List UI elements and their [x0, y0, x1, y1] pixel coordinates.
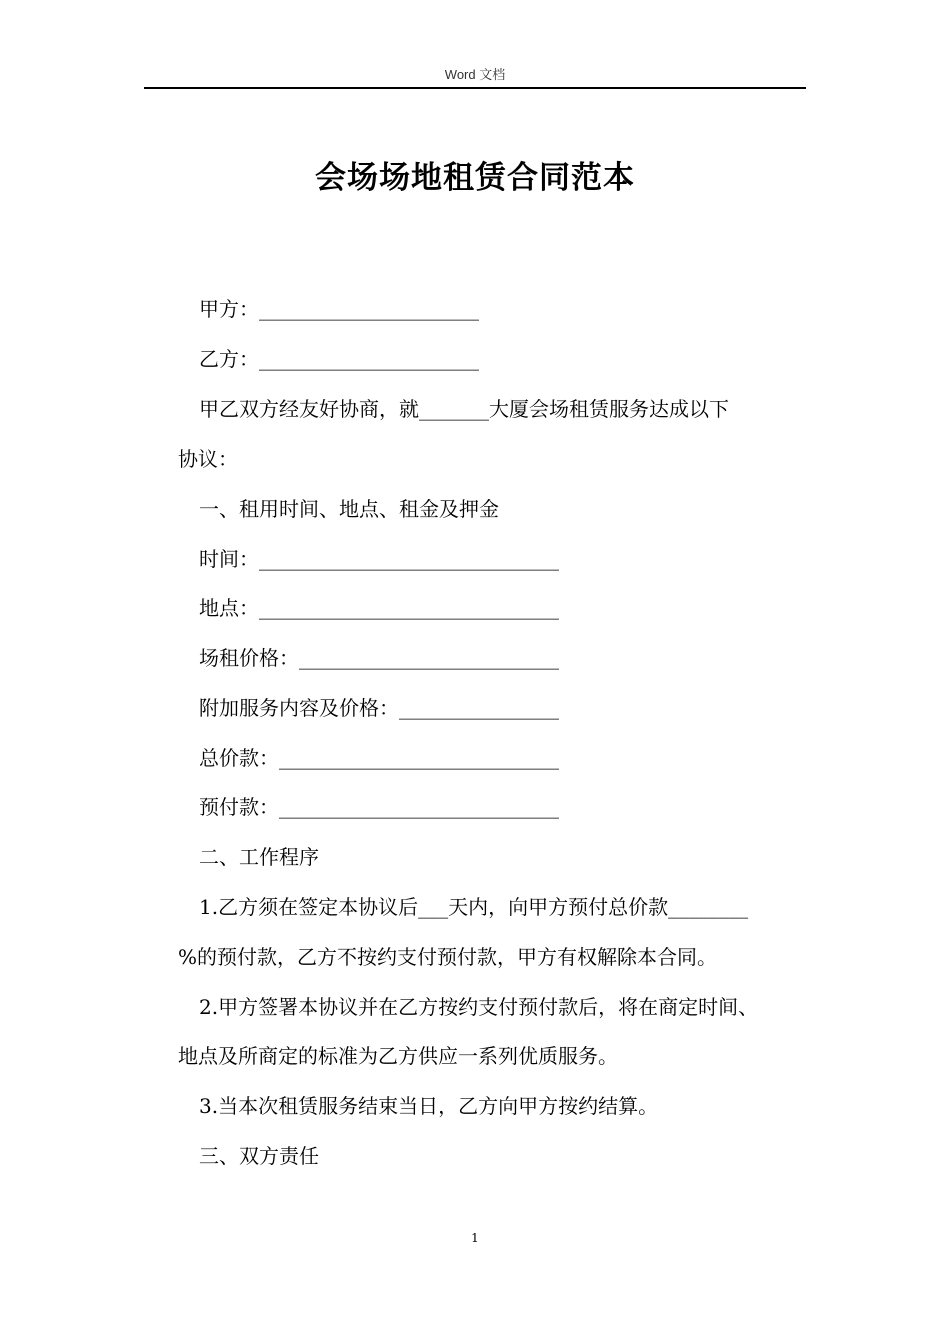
clause-1-continuation: %的预付款，乙方不按约支付预付款，甲方有权解除本合同。: [178, 945, 718, 969]
party-b-line: 乙方：______________________: [199, 347, 479, 371]
location-field-line: 地点：______________________________: [199, 596, 559, 620]
document-title: 会场场地租赁合同范本: [315, 160, 635, 196]
clause-1-line: 1.乙方须在签定本协议后___天内，向甲方预付总价款________: [199, 895, 749, 919]
party-a-line: 甲方：______________________: [199, 297, 479, 321]
section-one-heading: 一、租用时间、地点、租金及押金: [199, 497, 499, 521]
venue-rent-price-line: 场租价格：__________________________: [199, 646, 559, 670]
section-two-heading: 二、工作程序: [199, 845, 319, 869]
additional-services-line: 附加服务内容及价格：________________: [199, 696, 559, 720]
header-divider: [144, 87, 806, 89]
clause-3-line: 3.当本次租赁服务结束当日，乙方向甲方按约结算。: [199, 1094, 659, 1118]
agreement-intro-continuation: 协议：: [178, 447, 238, 471]
prepayment-line: 预付款：____________________________: [199, 795, 559, 819]
section-three-heading: 三、双方责任: [199, 1144, 319, 1168]
page-header-text: Word 文档: [444, 67, 506, 82]
time-field-line: 时间：______________________________: [199, 547, 559, 571]
clause-2-line: 2.甲方签署本协议并在乙方按约支付预付款后，将在商定时间、: [199, 995, 759, 1019]
agreement-intro-line: 甲乙双方经友好协商，就_______大厦会场租赁服务达成以下: [199, 397, 729, 421]
page-number: 1: [471, 1231, 479, 1245]
total-price-line: 总价款：____________________________: [199, 746, 559, 770]
clause-2-continuation: 地点及所商定的标准为乙方供应一系列优质服务。: [178, 1044, 618, 1068]
